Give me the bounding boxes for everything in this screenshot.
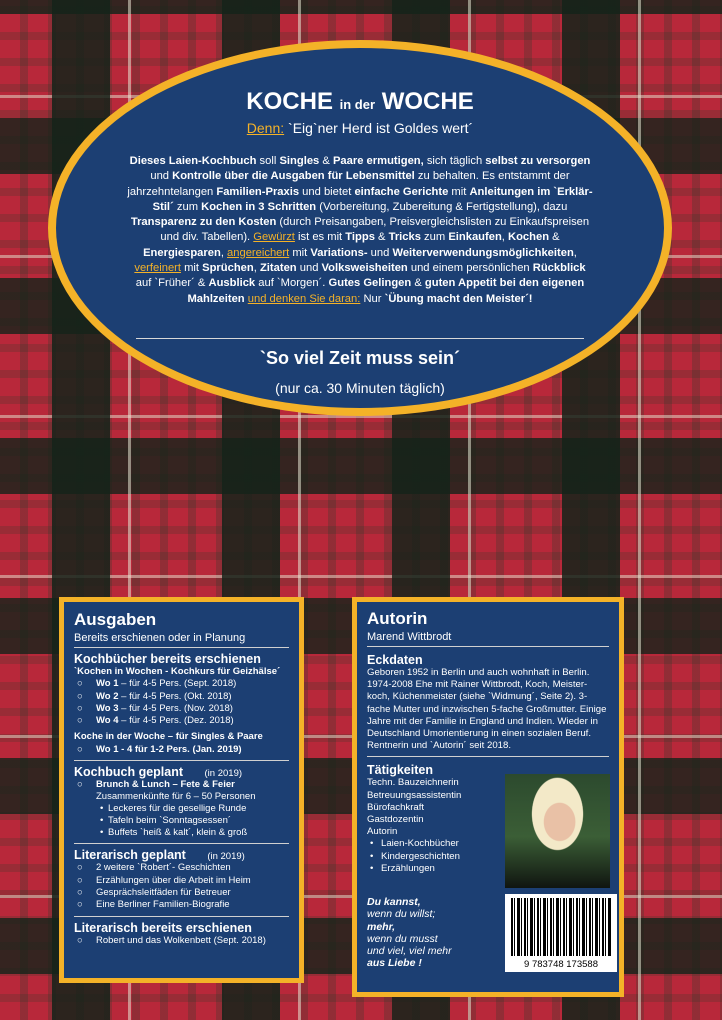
circle-bullet-icon: ○ bbox=[77, 778, 83, 790]
section-title: Literarisch bereits erschienen bbox=[74, 920, 252, 935]
section-note: (in 2019) bbox=[204, 767, 243, 779]
list-item: ○ 2 weitere `Robert´- Geschichten bbox=[74, 862, 289, 874]
circle-bullet-icon: ○ bbox=[77, 874, 83, 886]
list-item: ○ Wo 1 – für 4-5 Pers. (Sept. 2018) bbox=[74, 678, 289, 690]
plan-line: Zusammenkünfte für 6 – 50 Personen bbox=[96, 791, 256, 803]
list-item: ○ Robert und das Wolkenbett (Sept. 2018) bbox=[74, 935, 289, 947]
intro-text: Dieses Laien-Kochbuch soll Singles & Paare ermutigen, sich täglich selbst zu versorgen und Kontrolle über die Ausgaben für Lebensmittel zu behalten. Es entstammt der jahrzehntelangen Familien-Praxis und bietet einfache Gerichte mit Anleitungen im `Erklär-Stil´ zum Kochen in 3 Schritten (Vorbereitung, Zubereitung & Fertigstellung), dazu Transparenz zu den Kosten (durch Preisangaben, Preisvergleichslisten zu Einkaufspreisen und div. Tabellen). Gewürzt ist es mit Tipps & Tricks zum Einkaufen, Kochen & Energiesparen, angereichert mit Variations- und Weiterverwendungsmöglichkeiten, verfeinert mit Sprüchen, Zitaten und Volksweisheiten und einem persönlichen Rückblick auf `Früher´ & Ausblick auf `Morgen´. Gutes Gelingen & guten Appetit bei den eigenen Mahlzeiten und denken Sie daran: Nur `Übung macht den Meister´! bbox=[127, 155, 593, 305]
autorin-title: Autorin bbox=[367, 609, 428, 628]
circle-bullet-icon: ○ bbox=[77, 862, 83, 874]
section-kochbuecher bbox=[74, 648, 289, 761]
list-item: ○ Brunch & Lunch – Fete & Feier bbox=[74, 779, 289, 791]
bullet-item: • Erzählungen bbox=[370, 862, 435, 874]
activity-item: Techn. Bauzeichnerin bbox=[367, 777, 459, 789]
list-item: ○ Eine Berliner Familien-Biografie bbox=[74, 899, 289, 911]
section-title: Tätigkeiten bbox=[367, 763, 433, 778]
isbn-number: 9 783748 173588 bbox=[524, 959, 598, 970]
eckdaten-text: Geboren 1952 in Berlin und auch wohnhaft in Berlin. 1974-2008 Ehe mit Rainer Wittbrodt, Koch, Meister-koch, Küchenmeister (siehe `Widmung´, Seite 2). 3-fache Mutter und inzwischen 5-fache Großmutter. Einige Jahre mit der Familie in England und Indien. Wieder in Deutschland Umorientierung in einen sozialen Beruf. Rentnerin und `Autorin´ seit 2018. bbox=[367, 667, 607, 752]
title-koche: KOCHE bbox=[246, 88, 333, 115]
section-literarisch-geplant bbox=[74, 844, 289, 916]
circle-bullet-icon: ○ bbox=[77, 715, 83, 727]
list-item: ○ Wo 4 – für 4-5 Pers. (Dez. 2018) bbox=[74, 715, 289, 727]
activity-item: Bürofachkraft bbox=[367, 801, 425, 813]
title-in-der: in der bbox=[339, 97, 376, 112]
activity-item: Autorin bbox=[367, 826, 398, 838]
ausgaben-subtitle: Bereits erschienen oder in Planung bbox=[74, 632, 289, 648]
section-eckdaten bbox=[367, 647, 609, 757]
circle-bullet-icon: ○ bbox=[77, 934, 83, 946]
motto-subtitle: (nur ca. 30 Minuten täglich) bbox=[275, 380, 445, 396]
section-title: Kochbücher bereits erschienen bbox=[74, 652, 261, 666]
bullet-item: • Buffets `heiß & kalt´, klein & groß bbox=[74, 827, 289, 839]
section-title: Eckdaten bbox=[367, 653, 423, 667]
title-woche: WOCHE bbox=[381, 88, 474, 115]
activity-item: Betreuungsassistentin bbox=[367, 789, 462, 801]
ausgaben-panel bbox=[59, 597, 304, 983]
list-item: ○ Wo 2 – für 4-5 Pers. (Okt. 2018) bbox=[74, 691, 289, 703]
section-title: Literarisch geplant bbox=[74, 848, 186, 863]
series-line-singles: Koche in der Woche – für Singles & Paare bbox=[74, 731, 263, 743]
list-item: ○ Wo 1 - 4 für 1-2 Pers. (Jan. 2019) bbox=[74, 744, 289, 756]
author-photo bbox=[505, 774, 610, 888]
author-name: Marend Wittbrodt bbox=[367, 631, 609, 647]
section-kochbuch-geplant bbox=[74, 761, 289, 845]
isbn-barcode bbox=[505, 894, 617, 972]
list-item: ○ Wo 3 – für 4-5 Pers. (Nov. 2018) bbox=[74, 703, 289, 715]
motto: `So viel Zeit muss sein´ bbox=[259, 348, 461, 368]
activity-item: Gastdozentin bbox=[367, 814, 424, 826]
circle-bullet-icon: ○ bbox=[77, 886, 83, 898]
subtitle-label: Denn: bbox=[246, 120, 285, 136]
barcode-bars bbox=[511, 898, 611, 956]
divider bbox=[136, 338, 584, 339]
bullet-item: • Tafeln beim `Sonntagsessen´ bbox=[74, 815, 289, 827]
circle-bullet-icon: ○ bbox=[77, 702, 83, 714]
bullet-item: • Laien-Kochbücher bbox=[370, 838, 459, 850]
circle-bullet-icon: ○ bbox=[77, 743, 83, 755]
subtitle bbox=[56, 120, 664, 136]
title-ellipse bbox=[48, 40, 672, 416]
section-title: Kochbuch geplant bbox=[74, 764, 184, 779]
ausgaben-title: Ausgaben bbox=[74, 610, 157, 629]
section-note: (in 2019) bbox=[207, 851, 245, 863]
list-item: ○ Erzählungen über die Arbeit im Heim bbox=[74, 875, 289, 887]
bullet-item: • Kindergeschichten bbox=[370, 850, 460, 862]
circle-bullet-icon: ○ bbox=[77, 678, 83, 690]
circle-bullet-icon: ○ bbox=[77, 899, 83, 911]
series-line: `Kochen in Wochen - Kochkurs für Geizhälse´ bbox=[74, 666, 281, 677]
quote: Du kannst, wenn du willst; mehr, wenn du musst und viel, viel mehr aus Liebe ! bbox=[367, 896, 452, 970]
section-literarisch-erschienen bbox=[74, 917, 289, 951]
bullet-item: • Leckeres für die gesellige Runde bbox=[74, 803, 289, 815]
book-title bbox=[56, 88, 664, 116]
list-item: ○ Gesprächsleitfäden für Betreuer bbox=[74, 887, 289, 899]
autorin-panel bbox=[352, 597, 624, 997]
circle-bullet-icon: ○ bbox=[77, 690, 83, 702]
subtitle-text: `Eig`ner Herd ist Goldes wert´ bbox=[284, 120, 474, 136]
